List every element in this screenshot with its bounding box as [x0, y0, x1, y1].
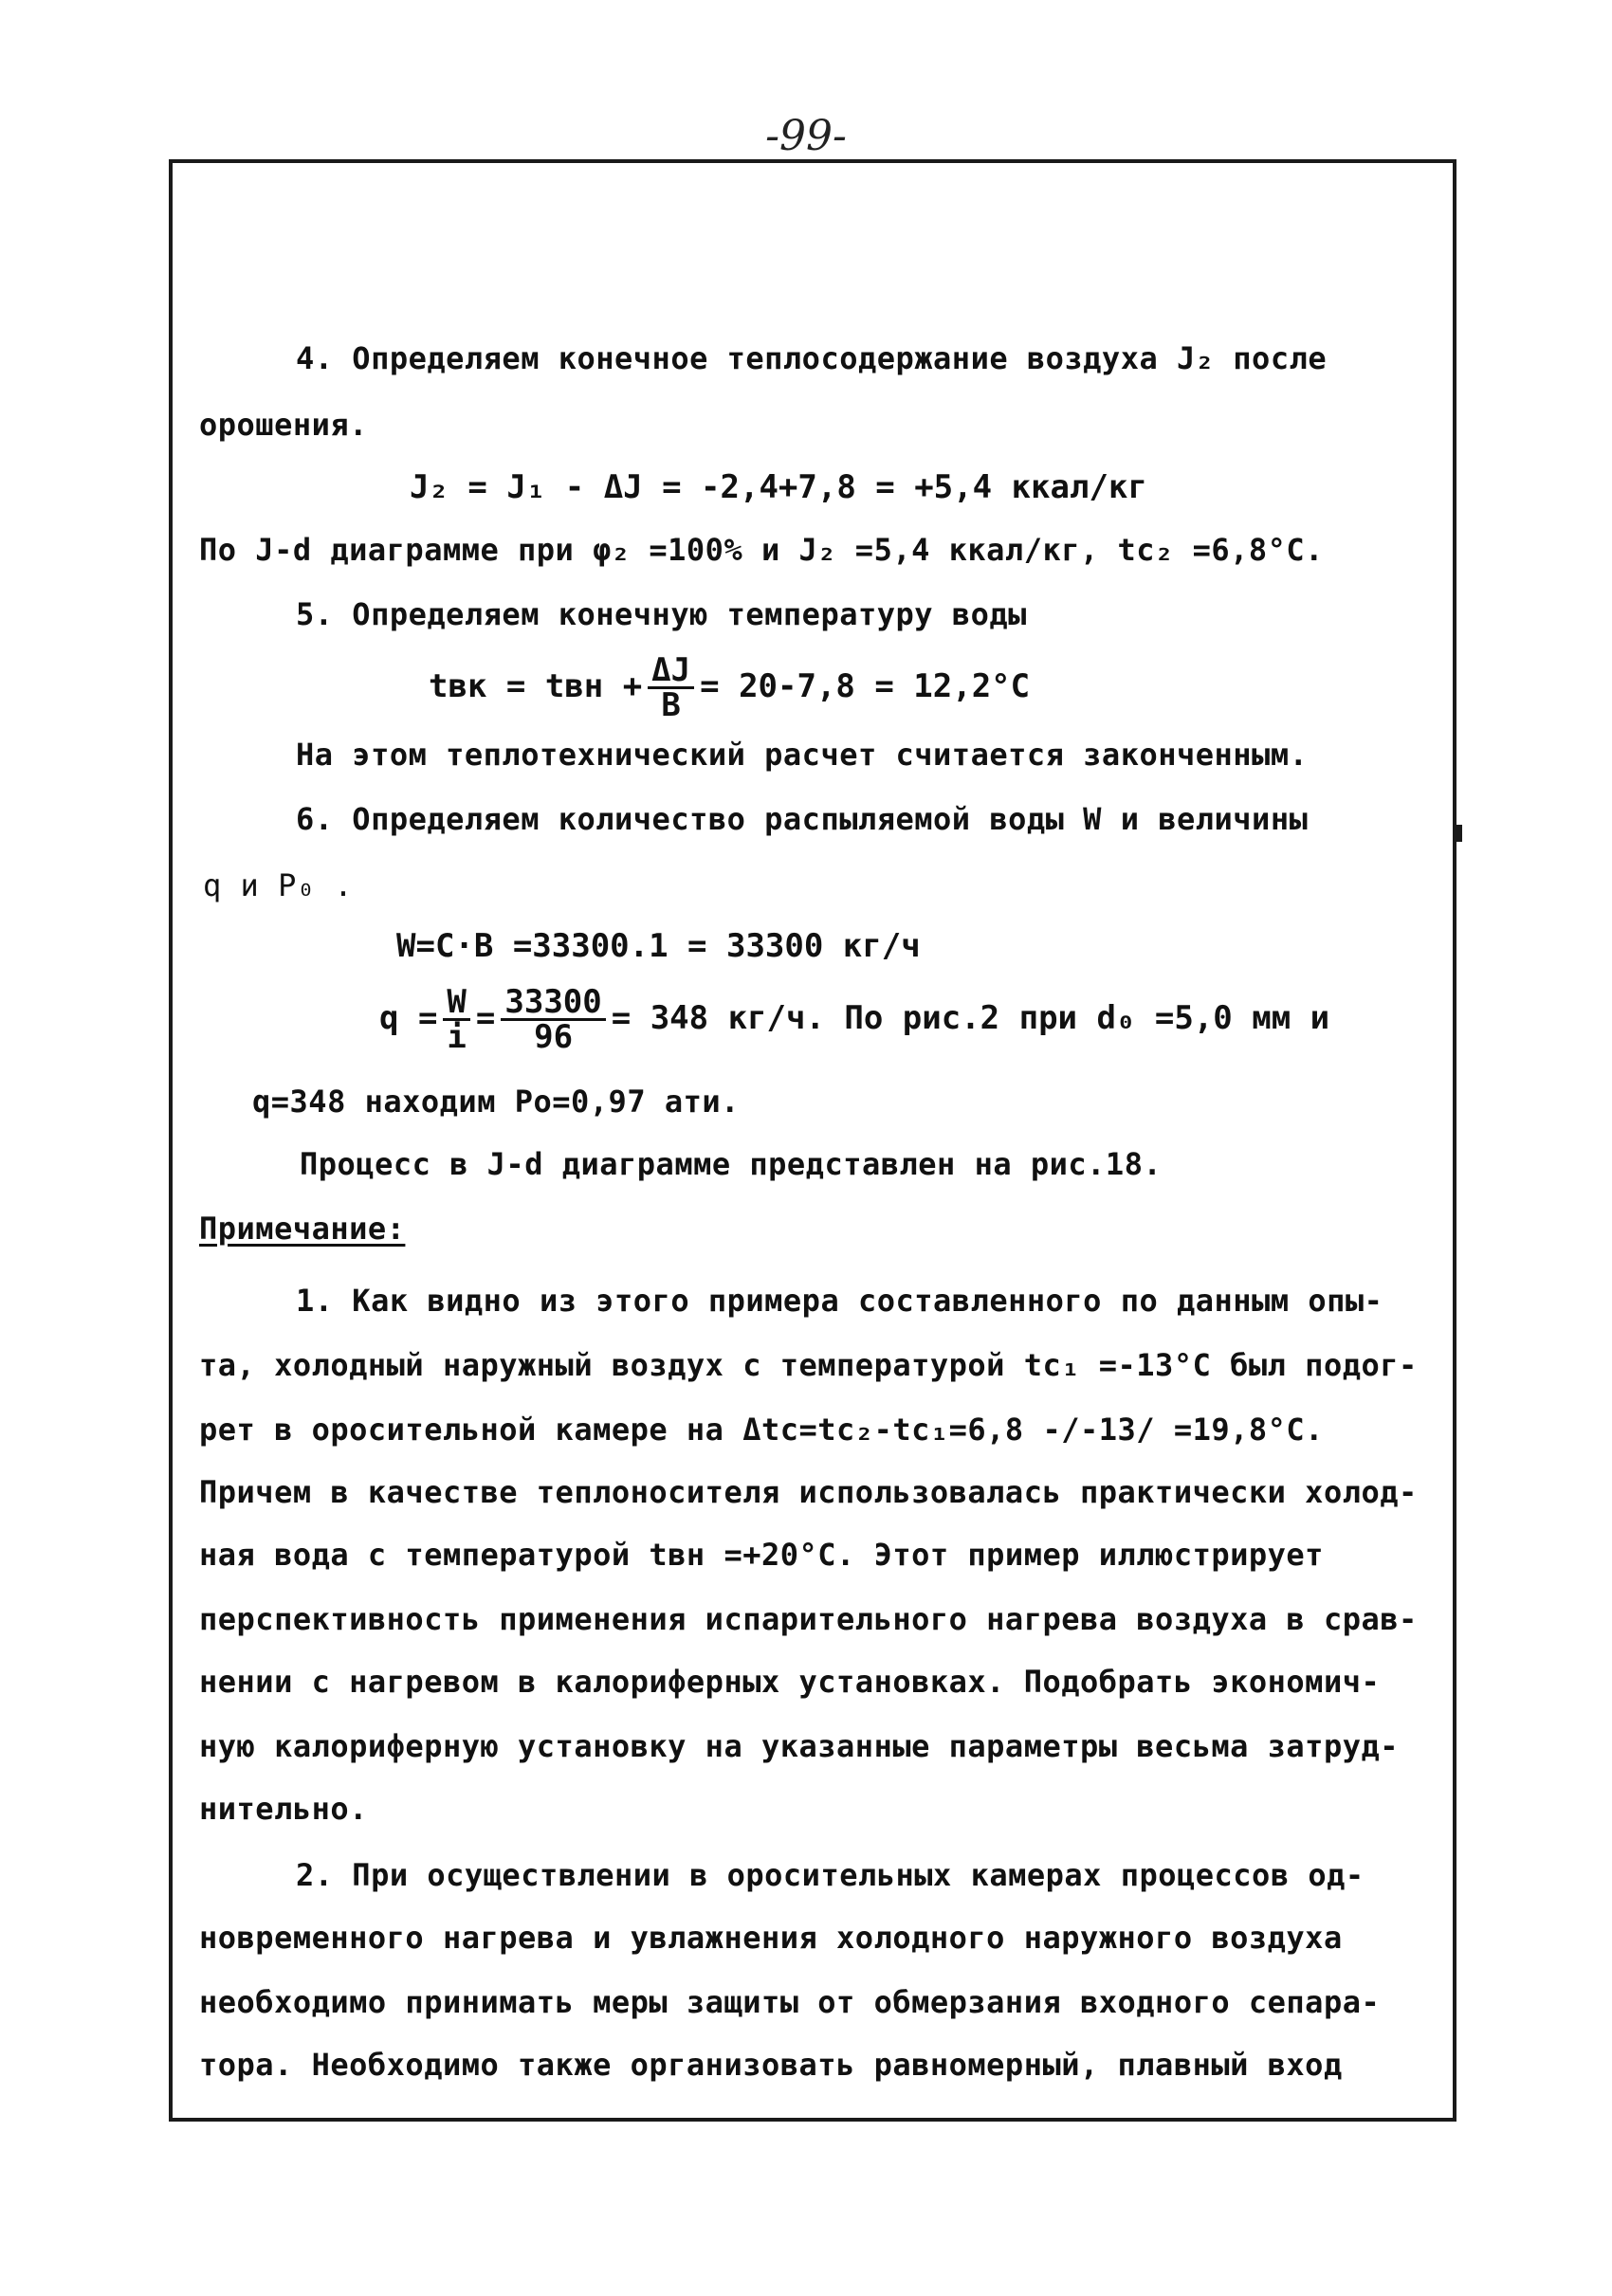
- fraction-denominator: i: [447, 1018, 467, 1056]
- note-1-line-8: ную калориферную установку на указанные параметры весьма затруд-: [199, 1728, 1399, 1764]
- formula-water-temp-left: tвк = tвн +: [429, 667, 643, 705]
- pressure-line: q=348 находим Po=0,97 ати.: [252, 1084, 740, 1120]
- note-2-line-1: 2. При осуществлении в оросительных камерах процессов од-: [296, 1857, 1365, 1893]
- note-2-line-2: новременного нагрева и увлажнения холодного наружного воздуха: [199, 1920, 1343, 1956]
- fraction-w-i: [443, 983, 469, 1056]
- formula-j2: J₂ = J₁ - ΔJ = -2,4+7,8 = +5,4 ккал/кг: [410, 468, 1147, 506]
- formula-q-left: q =: [379, 999, 438, 1037]
- note-1-line-4: Причем в качестве теплоносителя использовалась практически холод-: [199, 1474, 1418, 1510]
- formula-q-right: = 348 кг/ч. По рис.2 при d₀ =5,0 мм и: [611, 999, 1330, 1037]
- step-4-continuation: орошения.: [199, 407, 368, 443]
- note-1-line-2: та, холодный наружный воздух с температурой tс₁ =-13°C был подог-: [199, 1347, 1418, 1383]
- step-5-line: 5. Определяем конечную температуру воды: [296, 596, 1027, 632]
- note-1-line-9: нительно.: [199, 1791, 368, 1827]
- note-1-line-7: нении с нагревом в калориферных установках. Подобрать экономич-: [199, 1664, 1381, 1700]
- fraction-33300-96: [501, 983, 605, 1056]
- note-1-line-3: рет в оросительной камере на Δtс=tс₂-tс₁=6,8 -/-13/ =19,8°C.: [199, 1412, 1324, 1448]
- step-4-line: 4. Определяем конечное теплосодержание воздуха J₂ после: [296, 340, 1328, 376]
- calc-complete-line: На этом теплотехнический расчет считается законченным.: [296, 737, 1309, 773]
- formula-q-eq: =: [475, 999, 496, 1037]
- fraction-denominator: 96: [534, 1018, 574, 1056]
- fraction-numerator: 33300: [501, 986, 605, 1021]
- page-number: -99-: [765, 112, 847, 160]
- jd-diagram-line: По J-d диаграмме при φ₂ =100% и J₂ =5,4 ккал/кг, tс₂ =6,8°C.: [199, 532, 1324, 568]
- note-1-line-5: ная вода с температурой tвн =+20°C. Этот пример иллюстрирует: [199, 1537, 1324, 1573]
- note-1-line-6: перспективность применения испарительного нагрева воздуха в срав-: [199, 1601, 1418, 1637]
- note-2-line-3: необходимо принимать меры защиты от обмерзания входного сепара-: [199, 1984, 1381, 2020]
- frame-mark: [1453, 825, 1462, 842]
- formula-water-temp: [429, 651, 1031, 724]
- note-heading: Примечание:: [199, 1211, 406, 1247]
- formula-water-temp-right: = 20-7,8 = 12,2°C: [700, 667, 1031, 705]
- fraction-denominator: B: [661, 686, 681, 724]
- step-6-continuation: q и P₀ .: [203, 867, 354, 903]
- process-figure-line: Процесс в J-d диаграмме представлен на рис.18.: [300, 1146, 1163, 1182]
- formula-q: [379, 983, 1330, 1056]
- fraction-numerator: W: [443, 986, 469, 1021]
- step-6-line: 6. Определяем количество распыляемой воды W и величины: [296, 801, 1309, 837]
- formula-w: W=C·B =33300.1 = 33300 кг/ч: [396, 927, 921, 965]
- note-2-line-4: тора. Необходимо также организовать равномерный, плавный вход: [199, 2047, 1343, 2083]
- fraction-dj-b: [648, 651, 694, 724]
- fraction-numerator: ΔJ: [648, 654, 694, 689]
- note-1-line-1: 1. Как видно из этого примера составленного по данным опы-: [296, 1283, 1383, 1319]
